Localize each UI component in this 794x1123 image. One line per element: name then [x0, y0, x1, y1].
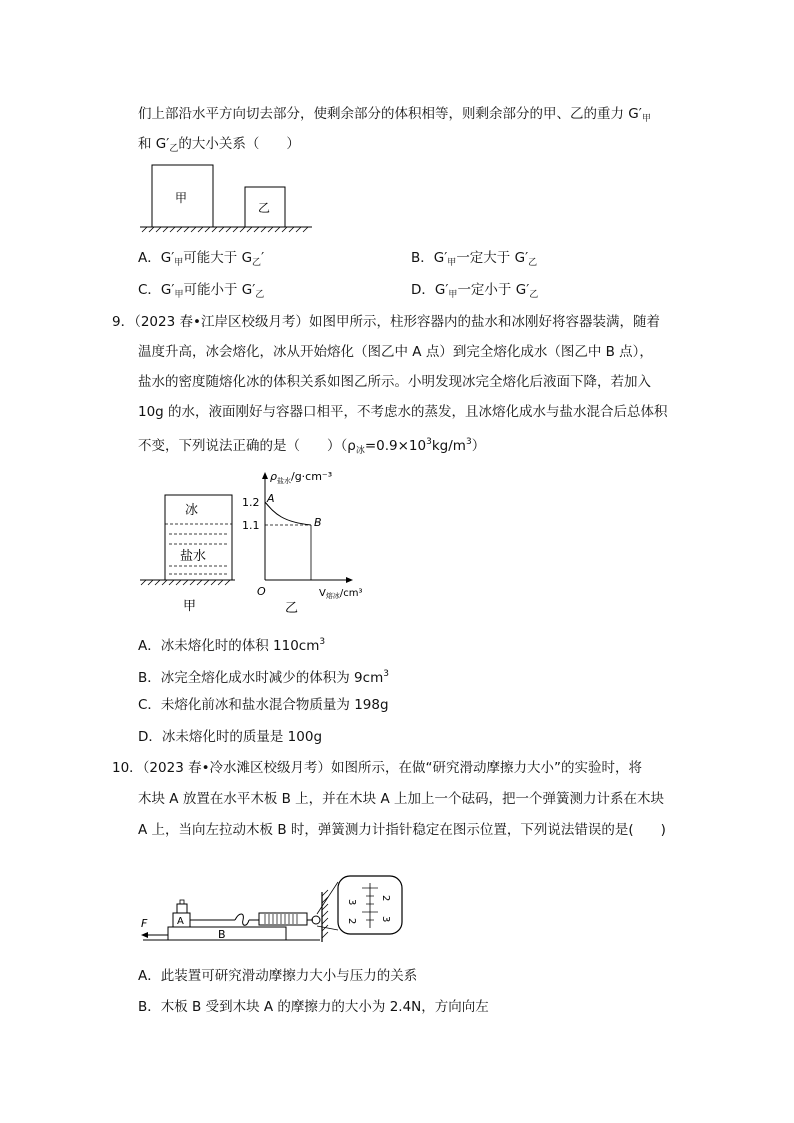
q9-graph-origin: O: [257, 585, 266, 598]
q10-inset-label-2: 2: [380, 895, 391, 902]
q10-figure: [135, 850, 415, 955]
q9-fig-brine-label: 盐水: [180, 549, 207, 564]
q8-option-d: D．$G'_甲$一定小于 $G'_乙$: [411, 282, 539, 300]
q8-stem-line2: 和 $G'_乙$的大小关系（ ）: [138, 136, 300, 154]
q9-option-c: C．未熔化前冰和盐水混合物质量为 198g: [138, 697, 389, 713]
q9-graph-tick-11: 1.1: [242, 519, 260, 532]
q9-graph-tick-12: 1.2: [242, 496, 260, 509]
q10-option-b: B．木板 B 受到木块 A 的摩擦力的大小为 2.4N，方向向左: [138, 999, 489, 1015]
q9-stem-line2: 温度升高，冰会熔化，冰从开始熔化（图乙中 A 点）到完全熔化成水（图乙中 B 点），: [138, 344, 653, 360]
q9-graph-point-b: B: [314, 516, 322, 529]
q9-graph-curve: [265, 502, 311, 525]
q10-inset-label-3b: 3: [346, 899, 357, 906]
q9-stem-line4: 10g 的水，液面刚好与容器口相平，不考虑水的蒸发，且冰熔化成水与盐水混合后总体积: [138, 404, 668, 420]
q10-stem-line3: A 上，当向左拉动木板 B 时，弹簧测力计指针稳定在图示位置，下列说法错误的是( ): [138, 822, 666, 838]
q9-stem-line1: 9．（2023 春•江岸区校级月考）如图甲所示，柱形容器内的盐水和冰刚好将容器装满，随着: [112, 314, 660, 330]
q9-stem-line3: 盐水的密度随熔化冰的体积关系如图乙所示。小明发现冰完全熔化后液面下降，若加入: [138, 374, 651, 390]
q8-fig-label-yi: 乙: [258, 201, 271, 215]
q9-option-b: B．冰完全熔化成水时减少的体积为 $9cm^3$: [138, 669, 389, 686]
q9-fig-caption-jia: 甲: [183, 599, 197, 614]
q9-stem-line5: 不变，下列说法正确的是（ ）$(\rho_冰=0.9\times 10^3kg/m^3)$: [138, 437, 486, 456]
q9-graph-point-a: A: [267, 492, 275, 505]
q10-spring-scale: [259, 913, 307, 925]
q9-fig-caption-yi: 乙: [285, 601, 299, 616]
q8-option-c: C．$G'_甲$可能小于 $G'_乙$: [138, 282, 265, 300]
q10-option-a: A．此装置可研究滑动摩擦力大小与压力的关系: [138, 968, 418, 984]
q10-block-label: A: [177, 916, 184, 927]
q9-figure: [135, 462, 395, 622]
q8-fig-label-jia: 甲: [175, 191, 188, 205]
q8-figure: [138, 160, 318, 240]
q9-graph-y-label: $\rho_{盐水}/g\cdot cm^{-3}$: [270, 470, 333, 485]
q10-board-label: B: [218, 928, 226, 941]
q9-fig-ice-label: 冰: [185, 503, 199, 518]
q9-option-d: D．冰未熔化时的质量是 100g: [138, 729, 323, 745]
q9-option-a: A．冰未熔化时的体积 $110cm^3$: [138, 637, 326, 654]
q8-option-a: A．$G'_甲$可能大于 $G_乙'$: [138, 250, 265, 268]
q10-stem-line2: 木块 A 放置在水平木板 B 上，并在木块 A 上加上一个砝码，把一个弹簧测力计系在木块: [138, 791, 664, 807]
q10-inset-label-2b: 2: [346, 918, 357, 925]
q8-stem-line1: 们上部沿水平方向切去部分，使剩余部分的体积相等，则剩余部分的甲、乙的重力 $G'_甲$: [138, 106, 651, 124]
q10-stem-line1: 10．（2023 春•冷水滩区校级月考）如图所示，在做“研究滑动摩擦力大小”的实验时，将: [112, 760, 643, 776]
q10-board-b: [168, 927, 286, 940]
q9-graph-x-label: $V_{熔冰}$/cm³: [319, 588, 363, 600]
q10-weight: [177, 904, 187, 913]
q8-option-b: B．$G'_甲$一定大于 $G'_乙$: [411, 250, 538, 268]
q10-force-label: F: [141, 917, 148, 930]
q10-inset-label-3: 3: [380, 916, 391, 923]
